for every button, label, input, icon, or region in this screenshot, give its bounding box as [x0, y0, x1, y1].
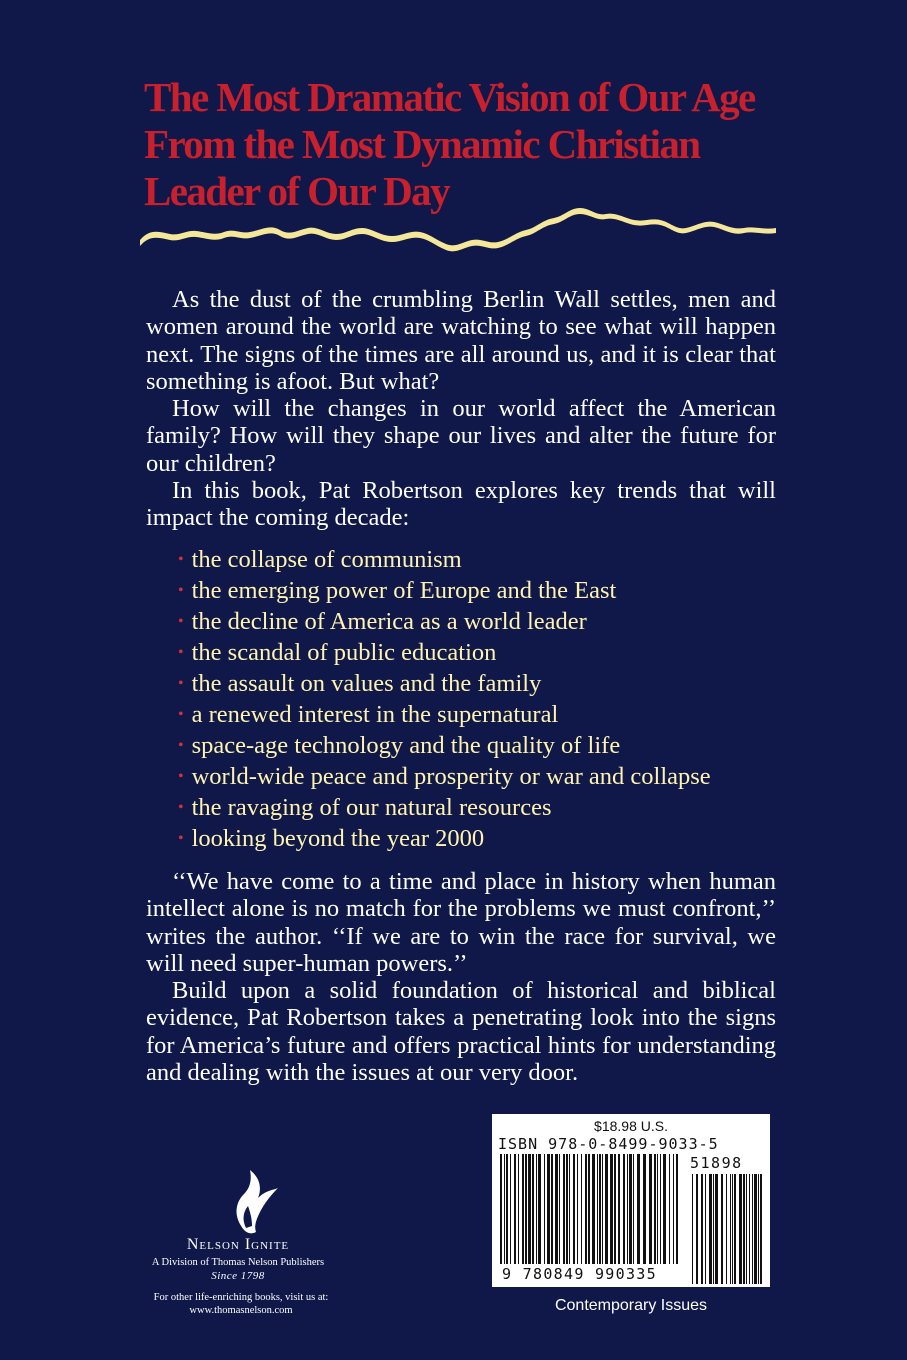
flame-logo-icon	[230, 1168, 280, 1238]
list-item: • the assault on values and the family	[178, 670, 542, 697]
bullet-icon: •	[178, 551, 184, 568]
headline-line-1: The Most Dramatic Vision of Our Age	[144, 74, 755, 120]
list-item: • the ravaging of our natural resources	[178, 794, 552, 821]
trend-list	[178, 546, 711, 856]
ean-label: 9 780849 990335	[502, 1265, 657, 1283]
list-item: • world-wide peace and prosperity or war and collapse	[178, 763, 711, 790]
list-item: • the decline of America as a world leader	[178, 608, 587, 635]
quote-text	[146, 868, 776, 1086]
list-item: • the scandal of public education	[178, 639, 497, 666]
decorative-wave-divider	[140, 198, 776, 254]
quote-paragraph-2: Build upon a solid foundation of historical and biblical evidence, Pat Robertson takes a penetrating look into the signs for America’s future and offers practical hints for understanding and dealing with the issues at our very door.	[146, 977, 776, 1087]
publisher-name: Nelson Ignite	[186, 1236, 290, 1253]
list-item: • a renewed interest in the supernatural	[178, 701, 559, 728]
intro-paragraph-2: How will the changes in our world affect the American family? How will they shape our lives and alter the future for our children?	[146, 395, 776, 477]
list-item: • space-age technology and the quality of life	[178, 732, 621, 759]
publisher-division: A Division of Thomas Nelson Publishers	[151, 1257, 325, 1268]
barcode-addon-label: 51898	[690, 1154, 743, 1172]
bullet-icon: •	[178, 613, 184, 630]
list-item: • looking beyond the year 2000	[178, 825, 485, 852]
headline-line-2: From the Most Dynamic Christian	[144, 121, 700, 167]
publisher-visit-line: For other life-enriching books, visit us at:	[153, 1292, 329, 1303]
isbn-label: ISBN 978-0-8499-9033-5	[498, 1135, 719, 1153]
bullet-icon: •	[178, 706, 184, 723]
intro-paragraph-1: As the dust of the crumbling Berlin Wall settles, men and women around the world are watching to see what will happen next. The signs of the times are all around us, and it is clear that something is afoot. But what?	[146, 286, 776, 395]
intro-paragraph-3: In this book, Pat Robertson explores key trends that will impact the coming decade:	[146, 477, 776, 532]
publisher-website: www.thomasnelson.com	[189, 1305, 293, 1316]
bullet-icon: •	[178, 768, 184, 785]
bullet-icon: •	[178, 582, 184, 599]
headline	[144, 74, 844, 215]
bullet-icon: •	[178, 830, 184, 847]
publisher-since: Since 1798	[211, 1270, 265, 1282]
price-label: $18.98 U.S.	[594, 1118, 668, 1134]
quote-paragraph-1: ‘‘We have come to a time and place in history when human intellect alone is no match for the problems we must confront,’’ writes the author. ‘‘If we are to win the race for survival, we will need super-human powers.’’	[146, 868, 776, 977]
list-item: • the emerging power of Europe and the East	[178, 577, 617, 604]
bullet-icon: •	[178, 644, 184, 661]
bullet-icon: •	[178, 799, 184, 816]
list-item: • the collapse of communism	[178, 546, 462, 573]
intro-text	[146, 286, 776, 532]
headline-line-3: Leader of Our Day	[144, 168, 449, 214]
bullet-icon: •	[178, 737, 184, 754]
barcode-panel	[492, 1114, 770, 1287]
category-label: Contemporary Issues	[554, 1297, 708, 1314]
bullet-icon: •	[178, 675, 184, 692]
